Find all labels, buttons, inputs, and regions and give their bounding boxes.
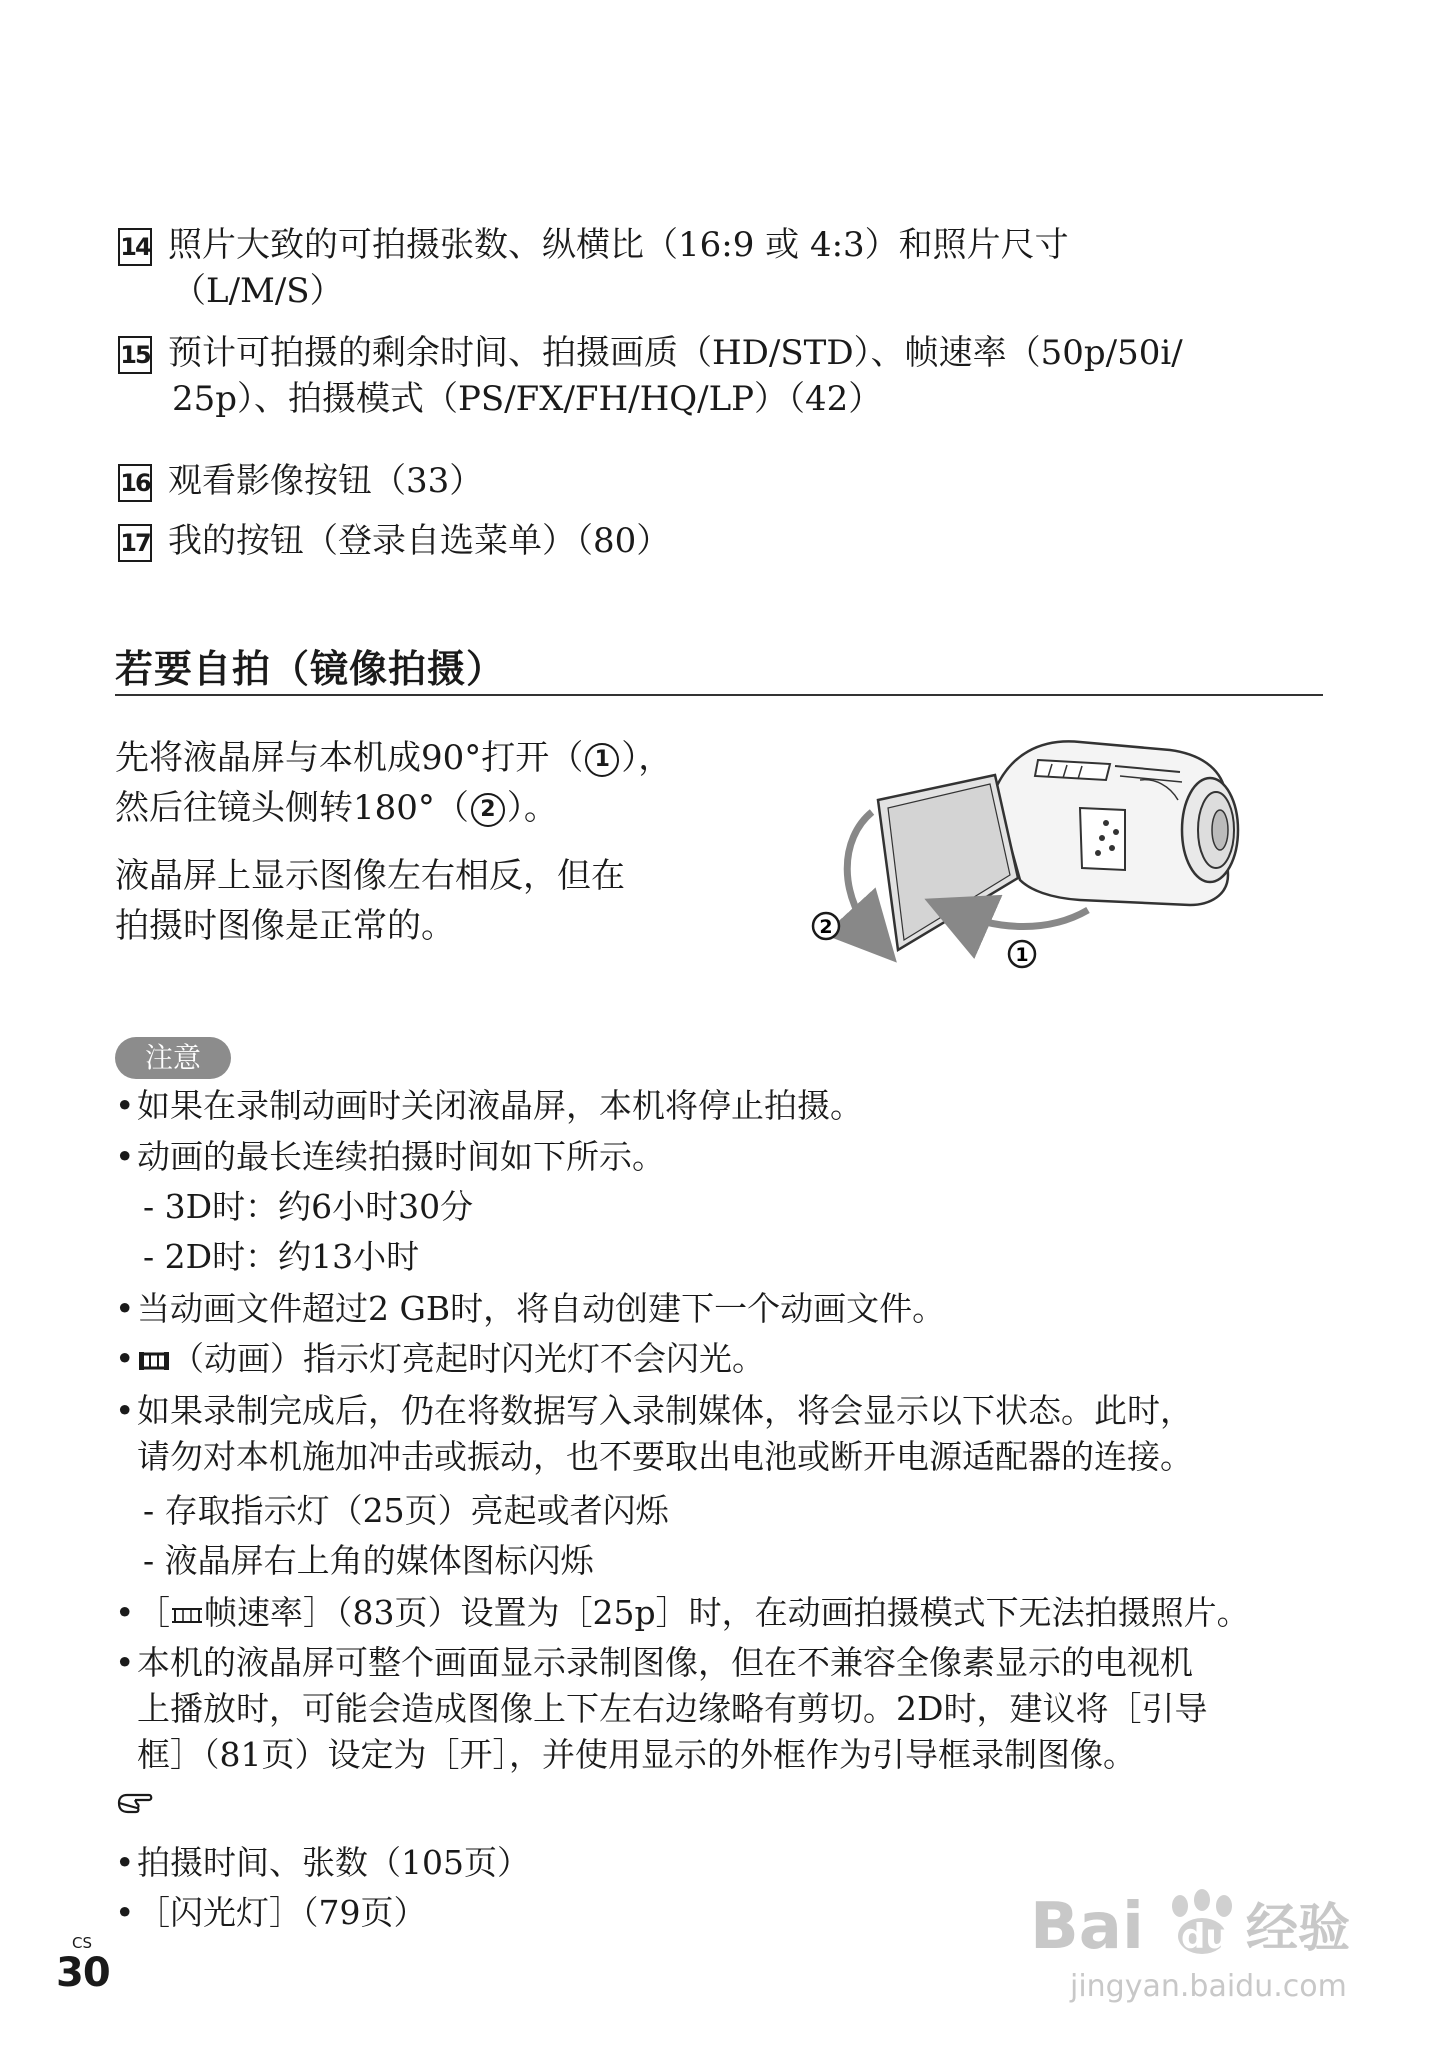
- note-text: 帧速率］（83页）设置为［25p］时，在动画拍摄模式下无法拍摄照片。: [204, 1593, 1250, 1632]
- note-text: 动画的最长连续拍摄时间如下所示。: [137, 1137, 665, 1176]
- intro-line-3: 液晶屏上显示图像左右相反，但在: [115, 856, 625, 896]
- note-text: ［: [137, 1593, 170, 1632]
- note-sub-2d: - 2D时：约13小时: [143, 1237, 420, 1276]
- camcorder-body: [995, 741, 1238, 905]
- list-item-16: [118, 458, 483, 504]
- list-item-17: [118, 518, 670, 564]
- item-number-box: 17: [118, 524, 152, 562]
- movie-frame-rate-icon: [172, 1604, 202, 1626]
- baidu-watermark: [1030, 1866, 1390, 2006]
- bullet-dot: •: [115, 1643, 135, 1682]
- note-sub-3d: - 3D时：约6小时30分: [143, 1187, 474, 1226]
- note-bullet-4: [115, 1336, 765, 1382]
- note-sub-media-icon: - 液晶屏右上角的媒体图标闪烁: [143, 1541, 594, 1580]
- bullet-dot: •: [115, 1391, 135, 1430]
- figure-label-1: 1: [1015, 944, 1029, 966]
- bullet-dot: •: [115, 1137, 135, 1176]
- intro-line-4: 拍摄时图像是正常的。: [115, 906, 455, 946]
- figure-label-2: 2: [819, 916, 833, 938]
- note-text: 当动画文件超过2 GB时，将自动创建下一个动画文件。: [137, 1289, 946, 1328]
- item-text: 我的按钮（登录自选菜单）（80）: [168, 521, 671, 561]
- camcorder-illustration: [780, 720, 1250, 980]
- watermark-url: jingyan.baidu.com: [1070, 1969, 1347, 2004]
- ref-bullet-1: [115, 1840, 530, 1886]
- section-title: 若要自拍（镜像拍摄）: [115, 647, 506, 691]
- item-text: 照片大致的可拍摄张数、纵横比（16:9 或 4:3）和照片尺寸: [168, 225, 1069, 265]
- ref-bullet-2: [115, 1890, 427, 1936]
- bullet-dot: •: [115, 1086, 135, 1125]
- intro-text: ）。: [506, 788, 558, 828]
- item-text: 预计可拍摄的剩余时间、拍摄画质（HD/STD）、帧速率（50p/50i/: [168, 333, 1183, 373]
- page-number: 30: [56, 1950, 110, 1996]
- movie-icon: [139, 1350, 169, 1372]
- circled-number-2: 2: [471, 793, 505, 827]
- note-bullet-2: [115, 1134, 665, 1180]
- pointing-hand-icon: [115, 1789, 155, 1819]
- intro-line-2: [115, 784, 558, 832]
- note-text-continued: 上播放时，可能会造成图像上下左右边缘略有剪切。2D时，建议将［引导: [137, 1689, 1208, 1728]
- item-text-continued: （L/M/S）: [172, 271, 344, 311]
- note-text: 如果在录制动画时关闭液晶屏，本机将停止拍摄。: [137, 1086, 863, 1125]
- bullet-dot: •: [115, 1339, 135, 1378]
- notes-badge: 注意: [115, 1037, 231, 1079]
- section-divider: [115, 694, 1323, 696]
- note-text: （动画）指示灯亮起时闪光灯不会闪光。: [171, 1339, 765, 1378]
- item-number-box: 14: [118, 228, 152, 266]
- intro-line-1: [115, 734, 672, 782]
- item-text: 观看影像按钮（33）: [168, 461, 484, 501]
- bullet-dot: •: [115, 1289, 135, 1328]
- note-text: 如果录制完成后，仍在将数据写入录制媒体，将会显示以下状态。此时，: [137, 1391, 1193, 1430]
- intro-text: 先将液晶屏与本机成90°打开（: [115, 738, 584, 778]
- item-text-continued: 25p）、拍摄模式（PS/FX/FH/HQ/LP）（42）: [172, 379, 883, 419]
- note-text-continued: 框］（81页）设定为［开］，并使用显示的外框作为引导框录制图像。: [137, 1735, 1136, 1774]
- watermark-brand: Bai: [1030, 1890, 1144, 1964]
- open-arrow-1: [950, 910, 1088, 927]
- item-number-box: 15: [118, 336, 152, 374]
- circled-number-1: 1: [585, 743, 619, 777]
- ref-text: 拍摄时间、张数（105页）: [137, 1843, 530, 1882]
- watermark-suffix: 经验: [1246, 1899, 1351, 1959]
- note-bullet-7: [115, 1640, 1207, 1778]
- intro-text: 然后往镜头侧转180°（: [115, 788, 469, 828]
- list-item-14: [118, 222, 1069, 314]
- note-bullet-1: [115, 1083, 863, 1129]
- note-sub-access-lamp: - 存取指示灯（25页）亮起或者闪烁: [143, 1491, 669, 1530]
- list-item-15: [118, 330, 1183, 422]
- rotate-arrow-2: [847, 812, 878, 942]
- note-bullet-6: [115, 1590, 1250, 1636]
- bullet-dot: •: [115, 1893, 135, 1932]
- page-language-code: CS: [72, 1934, 92, 1952]
- watermark-brand-du: du: [1181, 1917, 1230, 1957]
- note-bullet-3: [115, 1286, 945, 1332]
- item-number-box: 16: [118, 464, 152, 502]
- note-text: 本机的液晶屏可整个画面显示录制图像，但在不兼容全像素显示的电视机: [137, 1643, 1193, 1682]
- intro-text: ），: [621, 738, 673, 778]
- bullet-dot: •: [115, 1843, 135, 1882]
- bullet-dot: •: [115, 1593, 135, 1632]
- note-text-continued: 请勿对本机施加冲击或振动，也不要取出电池或断开电源适配器的连接。: [137, 1437, 1193, 1476]
- note-bullet-5: [115, 1388, 1193, 1480]
- ref-text: ［闪光灯］（79页）: [137, 1893, 427, 1932]
